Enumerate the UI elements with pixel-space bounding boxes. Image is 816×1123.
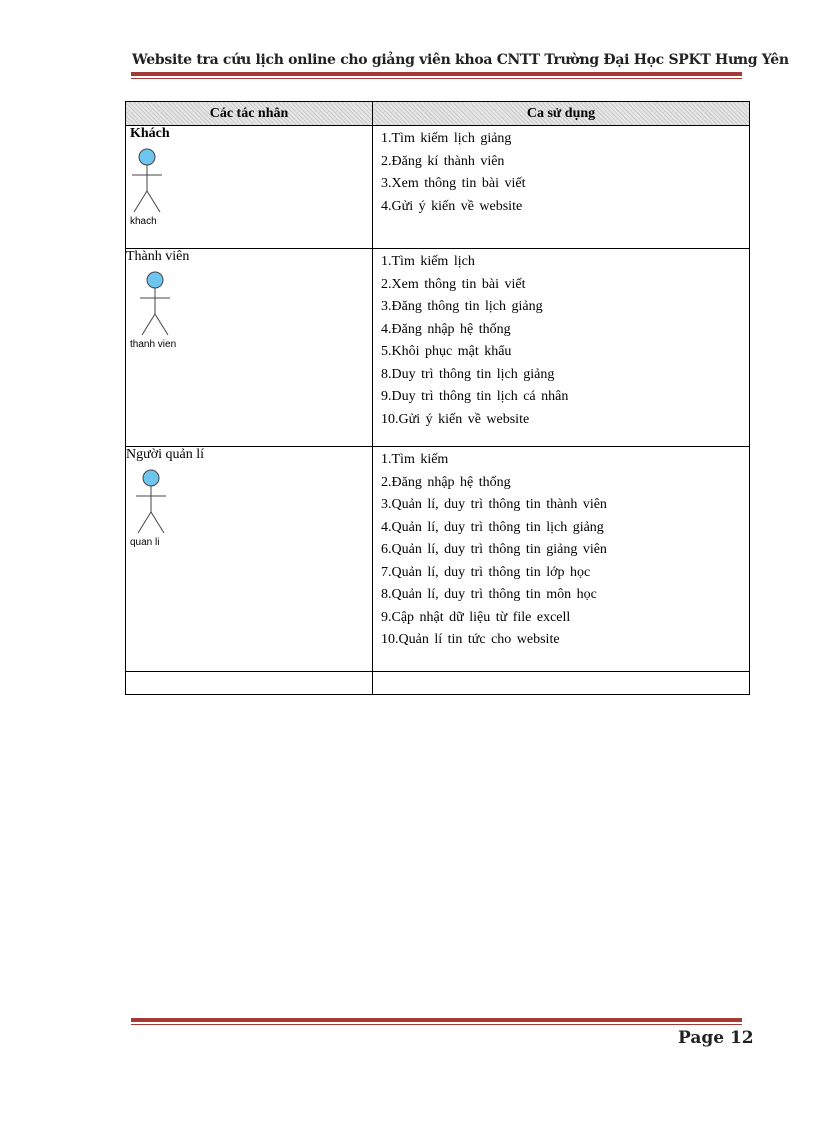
list-item: 2.Đăng kí thành viên: [381, 153, 505, 169]
use-case-list: [373, 447, 749, 652]
list-item: 10.Gửi ý kiến về website: [381, 411, 530, 427]
list-item: 3.Xem thông tin bài viết: [381, 176, 526, 191]
table-row: [126, 447, 750, 672]
header-rule-thin: [131, 78, 742, 79]
page-number: Page 12: [678, 1028, 754, 1048]
actor-label: thanh vien: [130, 339, 177, 350]
use-case-cell: [373, 447, 750, 672]
actor-name: Người quản lí: [126, 447, 204, 462]
list-item: 9.Duy trì thông tin lịch cá nhân: [381, 389, 569, 404]
empty-cell: [373, 672, 750, 695]
list-item: 1.Tìm kiếm: [381, 452, 449, 467]
list-item: 5.Khôi phục mật khẩu: [381, 344, 512, 359]
list-item: 1.Tìm kiếm lịch: [381, 254, 475, 269]
actor-label: quan li: [130, 537, 160, 548]
list-item: 4.Gửi ý kiến về website: [381, 198, 523, 214]
actor-label: khach: [130, 216, 157, 227]
list-item: 4.Quản lí, duy trì thông tin lịch giảng: [381, 519, 604, 535]
table-row: [126, 249, 750, 447]
list-item: 4.Đăng nhập hệ thống: [381, 321, 511, 337]
list-item: 2.Đăng nhập hệ thống: [381, 474, 511, 490]
list-item: 9.Cập nhật dữ liệu từ file excell: [381, 609, 571, 625]
header-rule-thick: [131, 72, 742, 76]
use-case-list: [373, 249, 749, 431]
use-case-cell: [373, 126, 750, 249]
list-item: 1.Tìm kiếm lịch giảng: [381, 131, 512, 146]
footer-rule-thick: [131, 1018, 742, 1022]
actor-name: Khách: [130, 126, 170, 141]
list-item: 8.Duy trì thông tin lịch giảng: [381, 366, 555, 382]
empty-cell: [126, 672, 373, 695]
actor-stick-figure-icon: [134, 467, 168, 539]
list-item: 3.Đăng thông tin lịch giảng: [381, 299, 543, 314]
footer-rule-thin: [131, 1024, 742, 1025]
list-item: 7.Quản lí, duy trì thông tin lớp học: [381, 564, 591, 580]
list-item: 2.Xem thông tin bài viết: [381, 276, 526, 292]
table-header-row: [126, 102, 750, 126]
actor-stick-figure-icon: [138, 269, 172, 341]
table-row: [126, 126, 750, 249]
column-header-actors: Các tác nhân: [126, 102, 373, 126]
use-case-list: [373, 126, 749, 218]
list-item: 3.Quản lí, duy trì thông tin thành viên: [381, 497, 607, 512]
actor-cell: [126, 126, 373, 249]
table-row-empty: [126, 672, 750, 695]
actor-stick-figure-icon: [130, 146, 164, 218]
list-item: 6.Quản lí, duy trì thông tin giảng viên: [381, 542, 607, 557]
actor-name: Thành viên: [126, 249, 190, 264]
document-header-title: Website tra cứu lịch online cho giảng viên khoa CNTT Trường Đại Học SPKT Hưng Yên: [132, 52, 789, 68]
list-item: 8.Quản lí, duy trì thông tin môn học: [381, 587, 597, 602]
use-case-cell: [373, 249, 750, 447]
actor-use-case-table: [125, 101, 750, 695]
actor-cell: [126, 447, 373, 672]
list-item: 10.Quản lí tin tức cho website: [381, 632, 560, 647]
actor-cell: [126, 249, 373, 447]
column-header-use-cases: Ca sử dụng: [373, 102, 750, 126]
